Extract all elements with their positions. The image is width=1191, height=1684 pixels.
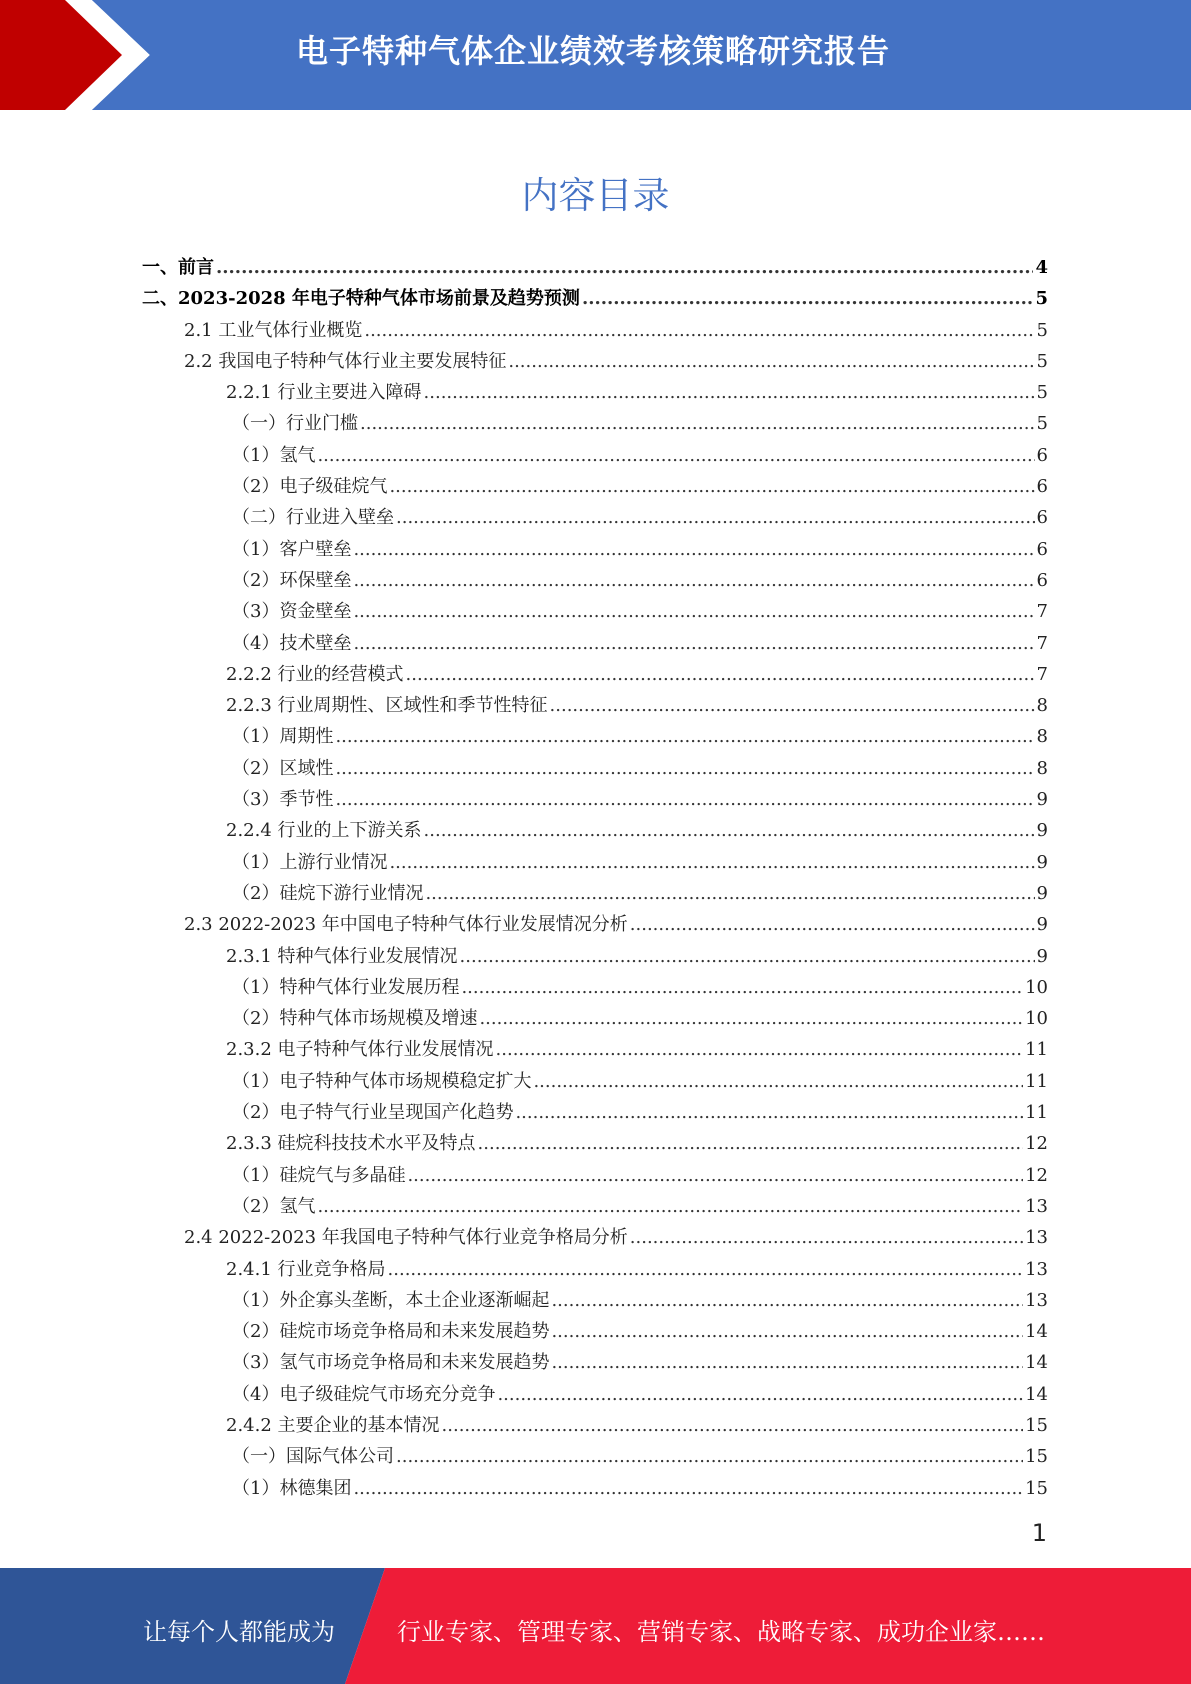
toc-entry[interactable] xyxy=(142,472,1048,503)
toc-entry-text: 2.2.4 行业的上下游关系 xyxy=(226,820,422,842)
toc-entry-page: 7 xyxy=(1036,601,1048,623)
toc-dot-leader xyxy=(317,445,1034,466)
toc-entry-text: （2）硅烷市场竞争格局和未来发展趋势 xyxy=(232,1321,550,1343)
toc-entry-page: 4 xyxy=(1035,257,1048,278)
toc-entry[interactable] xyxy=(142,660,1048,691)
toc-entry[interactable] xyxy=(142,691,1048,722)
toc-entry[interactable] xyxy=(142,378,1048,409)
toc-dot-leader xyxy=(360,413,1035,434)
toc-dot-leader xyxy=(407,1165,1023,1186)
toc-dot-leader xyxy=(551,1321,1023,1342)
toc-entry-text: 2.2 我国电子特种气体行业主要发展特征 xyxy=(184,350,507,372)
toc-dot-leader xyxy=(406,664,1035,685)
toc-entry[interactable] xyxy=(142,316,1048,347)
toc-entry[interactable] xyxy=(142,942,1048,973)
toc-entry-text: （2）硅烷下游行业情况 xyxy=(232,882,424,904)
report-title: 电子特种气体企业绩效考核策略研究报告 xyxy=(295,32,890,70)
toc-entry-page: 9 xyxy=(1036,789,1048,811)
toc-entry-page: 9 xyxy=(1036,914,1048,936)
toc-entry[interactable] xyxy=(142,1035,1048,1066)
toc-dot-leader xyxy=(550,695,1035,716)
toc-entry[interactable] xyxy=(142,1317,1048,1348)
toc-entry[interactable] xyxy=(142,1411,1048,1442)
footer-banner xyxy=(0,1568,1191,1684)
toc-entry-text: 2.2.3 行业周期性、区域性和季节性特征 xyxy=(226,695,548,717)
toc-dot-leader xyxy=(460,946,1035,967)
toc-entry-page: 6 xyxy=(1036,476,1048,498)
toc-entry[interactable] xyxy=(142,1348,1048,1379)
toc-entry-page: 13 xyxy=(1025,1258,1048,1280)
toc-entry-text: （一）国际气体公司 xyxy=(232,1446,394,1468)
toc-entry-text: （1）硅烷气与多晶硅 xyxy=(232,1164,406,1186)
toc-dot-leader xyxy=(353,633,1034,654)
toc-entry-page: 9 xyxy=(1036,945,1048,967)
toc-entry-page: 10 xyxy=(1025,976,1048,998)
toc-entry-text: （二）行业进入壁垒 xyxy=(232,507,394,529)
toc-entry[interactable] xyxy=(142,1161,1048,1192)
toc-entry[interactable] xyxy=(142,409,1048,440)
toc-entry-page: 11 xyxy=(1025,1039,1048,1061)
toc-entry[interactable] xyxy=(142,1098,1048,1129)
toc-dot-leader xyxy=(442,1415,1024,1436)
toc-entry-text: （3）氢气市场竞争格局和未来发展趋势 xyxy=(232,1352,550,1374)
toc-dot-leader xyxy=(630,1227,1023,1248)
toc-dot-leader xyxy=(515,1102,1023,1123)
toc-entry[interactable] xyxy=(142,441,1048,472)
toc-entry[interactable] xyxy=(142,284,1048,315)
toc-entry-page: 14 xyxy=(1025,1321,1048,1343)
toc-entry[interactable] xyxy=(142,1474,1048,1505)
toc-entry[interactable] xyxy=(142,1004,1048,1035)
toc-entry-text: （2）电子特气行业呈现国产化趋势 xyxy=(232,1102,514,1124)
toc-entry-page: 5 xyxy=(1036,319,1048,341)
toc-entry[interactable] xyxy=(142,597,1048,628)
toc-dot-leader xyxy=(551,1352,1023,1373)
toc-entry-page: 7 xyxy=(1036,632,1048,654)
toc-entry-page: 6 xyxy=(1036,538,1048,560)
toc-dot-leader xyxy=(551,1290,1023,1311)
toc-entry-page: 6 xyxy=(1036,569,1048,591)
toc-dot-leader xyxy=(364,320,1034,341)
toc-entry-page: 8 xyxy=(1036,757,1048,779)
toc-entry-page: 5 xyxy=(1036,350,1048,372)
toc-dot-leader xyxy=(353,570,1034,591)
toc-dot-leader xyxy=(478,1133,1024,1154)
toc-entry-text: 2.4 2022-2023 年我国电子特种气体行业竞争格局分析 xyxy=(184,1227,628,1249)
toc-entry[interactable] xyxy=(142,1442,1048,1473)
toc-entry-page: 15 xyxy=(1025,1446,1048,1468)
toc-dot-leader xyxy=(335,758,1034,779)
toc-entry[interactable] xyxy=(142,722,1048,753)
toc-dot-leader xyxy=(353,539,1034,560)
toc-dot-leader xyxy=(396,507,1035,528)
toc-entry-text: 2.2.2 行业的经营模式 xyxy=(226,663,404,685)
toc-entry[interactable] xyxy=(142,973,1048,1004)
toc-entry-text: 2.4.2 主要企业的基本情况 xyxy=(226,1414,440,1436)
toc-entry-page: 13 xyxy=(1025,1289,1048,1311)
toc-entry[interactable] xyxy=(142,253,1048,284)
toc-entry-page: 5 xyxy=(1035,288,1048,310)
toc-dot-leader xyxy=(533,1071,1023,1092)
toc-entry[interactable] xyxy=(142,1223,1048,1254)
toc-dot-leader xyxy=(335,726,1034,747)
toc-entry-text: 2.3.1 特种气体行业发展情况 xyxy=(226,945,458,967)
header-banner xyxy=(0,0,1191,110)
toc-dot-leader xyxy=(630,914,1035,935)
toc-entry-text: 2.2.1 行业主要进入障碍 xyxy=(226,382,422,404)
toc-entry-text: （1）特种气体行业发展历程 xyxy=(232,976,460,998)
toc-dot-leader xyxy=(353,1478,1023,1499)
toc-entry-page: 9 xyxy=(1036,882,1048,904)
toc-entry-page: 15 xyxy=(1025,1414,1048,1436)
toc-entry-page: 6 xyxy=(1036,507,1048,529)
toc-entry-text: （1）客户壁垒 xyxy=(232,538,352,560)
toc-entry-page: 14 xyxy=(1025,1352,1048,1374)
toc-entry-text: （4）技术壁垒 xyxy=(232,632,352,654)
toc-entry-page: 13 xyxy=(1025,1195,1048,1217)
toc-entry-text: 2.3.3 硅烷科技技术水平及特点 xyxy=(226,1133,476,1155)
toc-entry-page: 11 xyxy=(1025,1070,1048,1092)
toc-entry-text: （2）环保壁垒 xyxy=(232,569,352,591)
toc-entry[interactable] xyxy=(142,1255,1048,1286)
toc-entry-text: 二、2023-2028 年电子特种气体市场前景及趋势预测 xyxy=(142,288,580,310)
table-of-contents xyxy=(142,253,1048,1505)
toc-entry-text: （1）上游行业情况 xyxy=(232,851,388,873)
toc-entry[interactable] xyxy=(142,566,1048,597)
toc-entry-text: （1）周期性 xyxy=(232,726,334,748)
toc-entry-text: （1）氢气 xyxy=(232,444,316,466)
toc-dot-leader xyxy=(388,1259,1024,1280)
toc-entry[interactable] xyxy=(142,503,1048,534)
toc-entry[interactable] xyxy=(142,1286,1048,1317)
toc-entry-page: 7 xyxy=(1036,663,1048,685)
toc-dot-leader xyxy=(424,382,1035,403)
page-number: 1 xyxy=(1031,1519,1047,1547)
toc-entry-page: 14 xyxy=(1025,1383,1048,1405)
toc-entry[interactable] xyxy=(142,785,1048,816)
toc-entry-text: （2）氢气 xyxy=(232,1195,316,1217)
toc-entry[interactable] xyxy=(142,1192,1048,1223)
toc-entry[interactable] xyxy=(142,535,1048,566)
toc-dot-leader xyxy=(582,288,1034,309)
toc-entry[interactable] xyxy=(142,879,1048,910)
toc-entry-text: （1）电子特种气体市场规模稳定扩大 xyxy=(232,1070,532,1092)
toc-entry-page: 5 xyxy=(1036,413,1048,435)
toc-dot-leader xyxy=(424,820,1035,841)
toc-entry-page: 12 xyxy=(1025,1133,1048,1155)
toc-entry-page: 13 xyxy=(1025,1227,1048,1249)
footer-slogan-left: 让每个人都能成为 xyxy=(143,1618,335,1646)
toc-heading: 内容目录 xyxy=(521,174,670,217)
toc-entry-text: （4）电子级硅烷气市场充分竞争 xyxy=(232,1383,496,1405)
toc-entry[interactable] xyxy=(142,347,1048,378)
toc-entry-page: 9 xyxy=(1036,820,1048,842)
toc-entry-text: 2.1 工业气体行业概览 xyxy=(184,319,363,341)
toc-entry-text: 一、前言 xyxy=(142,257,214,278)
toc-entry[interactable] xyxy=(142,1129,1048,1160)
toc-entry-text: （3）资金壁垒 xyxy=(232,601,352,623)
toc-entry-page: 10 xyxy=(1025,1008,1048,1030)
toc-entry[interactable] xyxy=(142,629,1048,660)
toc-entry[interactable] xyxy=(142,1380,1048,1411)
toc-dot-leader xyxy=(479,1008,1023,1029)
toc-dot-leader xyxy=(396,1446,1023,1467)
toc-dot-leader xyxy=(496,1039,1024,1060)
toc-entry-text: （2）区域性 xyxy=(232,757,334,779)
toc-entry-page: 11 xyxy=(1025,1102,1048,1124)
toc-dot-leader xyxy=(389,476,1034,497)
toc-dot-leader xyxy=(508,351,1034,372)
toc-entry[interactable] xyxy=(142,754,1048,785)
toc-entry-page: 15 xyxy=(1025,1477,1048,1499)
toc-dot-leader xyxy=(353,601,1034,622)
toc-entry-text: （2）电子级硅烷气 xyxy=(232,476,388,498)
toc-dot-leader xyxy=(317,1196,1023,1217)
toc-entry-text: （一）行业门槛 xyxy=(232,413,358,435)
toc-entry-text: 2.3.2 电子特种气体行业发展情况 xyxy=(226,1039,494,1061)
toc-entry-text: （3）季节性 xyxy=(232,789,334,811)
toc-entry-page: 9 xyxy=(1036,851,1048,873)
toc-dot-leader xyxy=(335,789,1034,810)
toc-entry[interactable] xyxy=(142,910,1048,941)
toc-entry-page: 5 xyxy=(1036,382,1048,404)
toc-entry-page: 12 xyxy=(1025,1164,1048,1186)
toc-entry-page: 6 xyxy=(1036,444,1048,466)
toc-entry[interactable] xyxy=(142,816,1048,847)
toc-entry-page: 8 xyxy=(1036,695,1048,717)
toc-entry-text: （2）特种气体市场规模及增速 xyxy=(232,1008,478,1030)
toc-entry-text: 2.4.1 行业竞争格局 xyxy=(226,1258,386,1280)
toc-dot-leader xyxy=(497,1384,1023,1405)
toc-dot-leader xyxy=(461,977,1023,998)
toc-entry[interactable] xyxy=(142,848,1048,879)
toc-entry-text: 2.3 2022-2023 年中国电子特种气体行业发展情况分析 xyxy=(184,914,628,936)
toc-entry[interactable] xyxy=(142,1067,1048,1098)
toc-dot-leader xyxy=(216,257,1033,278)
toc-dot-leader xyxy=(425,883,1034,904)
toc-entry-text: （1）林德集团 xyxy=(232,1477,352,1499)
toc-entry-page: 8 xyxy=(1036,726,1048,748)
toc-entry-text: （1）外企寡头垄断，本土企业逐渐崛起 xyxy=(232,1289,550,1311)
toc-dot-leader xyxy=(389,852,1034,873)
footer-slogan-right: 行业专家、管理专家、营销专家、战略专家、成功企业家…… xyxy=(397,1618,1045,1646)
